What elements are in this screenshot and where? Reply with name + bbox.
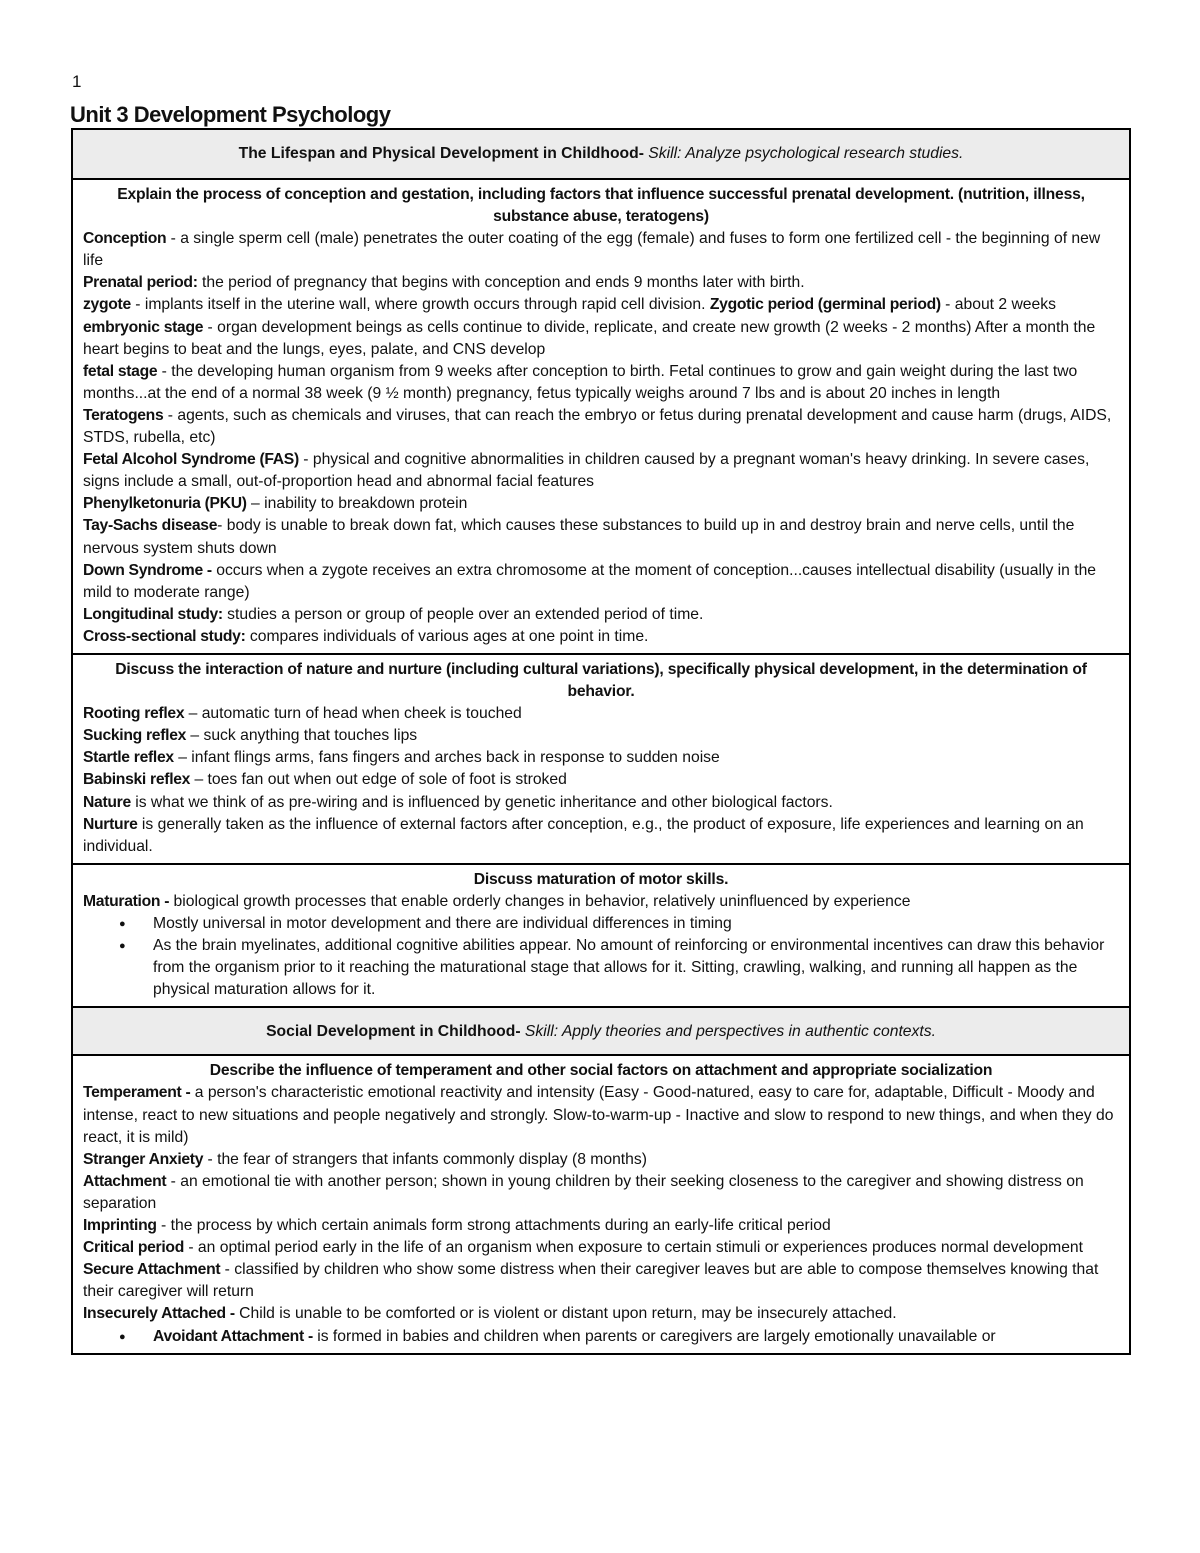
term: Nature [83,793,131,811]
definition: - physical and cognitive abnormalities in children caused by a pregnant woman's heavy drinking. In severe cases, signs include a small, out-of-proportion head and abnormal facial features [83,451,1090,491]
section-title: Discuss the interaction of nature and nurture (including cultural variations), specifically physical development, in the determination of behavior. [115,660,1087,701]
section-header-label: The Lifespan and Physical Development in Childhood- [238,145,644,162]
definition: – infant flings arms, fans fingers and arches back in response to sudden noise [173,749,720,767]
section-prenatal [73,178,1129,653]
section-header-label: Social Development in Childhood- [266,1023,521,1041]
section-temperament [73,1054,1129,1352]
definition-entry [83,228,1119,272]
term: Conception [83,230,167,248]
definition-entry [83,725,1119,747]
section-header-lifespan [73,130,1129,178]
section-title: Describe the influence of temperament and other social factors on attachment and appropriate socialization [209,1062,993,1080]
definition: Child is unable to be comforted or is violent or distant upon return, may be insecurely attached. [234,1305,897,1323]
definition: - the fear of strangers that infants commonly display (8 months) [203,1150,647,1168]
definition: - a single sperm cell (male) penetrates the outer coating of the egg (female) and fuses to form one fertilized cell - the beginning of new life [83,230,1101,270]
definition-entry [83,449,1119,493]
definition-entry [83,405,1119,449]
term: Longitudinal study: [83,605,223,623]
page-number: 1 [72,72,82,91]
term: Fetal Alcohol Syndrome (FAS) [83,451,299,469]
section-title: Discuss maturation of motor skills. [473,870,729,888]
definition-entry [83,272,1119,294]
definition: a person's characteristic emotional reactivity and intensity (Easy - Good-natured, easy to care for, adaptable, Difficult - Moody and intense, react to new situations and people negatively and strongly. Slow-to-warm-up - Inactive and slow to respond to new things, and when they do react, it is mild) [83,1084,1114,1146]
term: Avoidant Attachment - [153,1327,313,1345]
definition-entry [83,1171,1119,1215]
bullet-item: ● Mostly universal in motor development and there are individual differences in timing [153,913,1119,935]
definition: is generally taken as the influence of external factors after conception, e.g., the product of exposure, life experiences and learning on an individual. [83,815,1084,855]
section-motor-skills [73,863,1129,1007]
definition: - classified by children who show some distress when their caregiver leaves but are able to compose themselves knowing that their caregiver will return [83,1261,1099,1301]
term: Attachment [83,1172,167,1190]
study-guide-table [71,128,1131,1355]
term: Critical period [83,1239,184,1257]
definition: – inability to breakdown protein [246,495,468,513]
definition-entry [83,560,1119,604]
term: Cross-sectional study: [83,627,246,645]
definition: is what we think of as pre-wiring and is influenced by genetic inheritance and other biological factors. [130,793,833,811]
term: Sucking reflex [83,727,187,745]
definition-entry [83,703,1119,725]
term: Down Syndrome - [83,561,212,579]
term: Imprinting [83,1217,157,1235]
section-header-skill: Skill: Apply theories and perspectives in authentic contexts. [520,1023,936,1041]
term: Tay-Sachs disease [83,517,218,535]
term: fetal stage [83,362,158,380]
definition: – toes fan out when out edge of sole of foot is stroked [190,771,567,789]
term: zygote [83,296,131,314]
definition-entry [83,1082,1119,1148]
definition-entry [83,1149,1119,1171]
definition-entry [83,626,1119,648]
definition: - organ development beings as cells continue to divide, replicate, and create new growth (2 weeks - 2 months) After a month the heart begins to beat and the lungs, eyes, palate, and CNS develop [83,318,1096,358]
definition: - an emotional tie with another person; shown in young children by their seeking closeness to the caregiver and showing distress on separation [83,1172,1084,1212]
term: Phenylketonuria (PKU) [83,495,247,513]
bullet-list [83,913,1119,1001]
definition: - the developing human organism from 9 weeks after conception to birth. Fetal continues to grow and gain weight during the last two months...at the end of a normal 38 week (9 ½ month) pregnancy, fetus typically weighs around 7 lbs and is about 20 inches in length [83,362,1078,402]
term: Secure Attachment [83,1261,221,1279]
term: Maturation - [83,892,170,910]
section-header-social [73,1006,1129,1054]
definition: is formed in babies and children when parents or caregivers are largely emotionally unavailable or [312,1327,996,1345]
term: Nurture [83,815,138,833]
definition-entry [83,1259,1119,1303]
definition: occurs when a zygote receives an extra chromosome at the moment of conception...causes intellectual disability (usually in the mild to moderate range) [83,561,1097,601]
definition-entry [83,769,1119,791]
definition-entry [83,493,1119,515]
definition: biological growth processes that enable orderly changes in behavior, relatively uninfluenced by experience [169,892,911,910]
definition: the period of pregnancy that begins with conception and ends 9 months later with birth. [197,274,805,292]
definition: – suck anything that touches lips [186,727,418,745]
definition: - body is unable to break down fat, which causes these substances to build up in and destroy brain and nerve cells, until the nervous system shuts down [83,517,1075,557]
section-header-skill: Skill: Analyze psychological research studies. [643,145,964,162]
definition-entry [83,604,1119,626]
definition-entry [83,1237,1119,1259]
term: Prenatal period: [83,274,198,292]
definition: - about 2 weeks [940,296,1056,314]
bullet-list [83,1326,1119,1348]
term: Insecurely Attached - [83,1305,235,1323]
definition-entry [83,792,1119,814]
definition-entry [83,317,1119,361]
bullet-item [153,1326,1119,1348]
definition-entry [83,891,1119,913]
definition: - the process by which certain animals form strong attachments during an early-life critical period [156,1217,831,1235]
term: embryonic stage [83,318,204,336]
definition: - an optimal period early in the life of an organism when exposure to certain stimuli or experiences produces normal development [183,1239,1083,1257]
definition-entry [83,747,1119,769]
definition-entry [83,1215,1119,1237]
definition: - implants itself in the uterine wall, where growth occurs through rapid cell division. [130,296,710,314]
term: Babinski reflex [83,771,191,789]
section-nature-nurture [73,653,1129,863]
term: Teratogens [83,406,164,424]
definition-entry [83,515,1119,559]
page-title: Unit 3 Development Psychology [70,102,391,127]
term: Stranger Anxiety [83,1150,204,1168]
term: Rooting reflex [83,705,185,723]
section-title: Explain the process of conception and gestation, including factors that influence successful prenatal development. (nutrition, illness, substance abuse, teratogens) [117,186,1085,226]
definition-entry [83,361,1119,405]
term: Startle reflex [83,749,174,767]
definition: studies a person or group of people over an extended period of time. [222,605,704,623]
definition: compares individuals of various ages at one point in time. [245,627,649,645]
definition-entry [83,294,1119,316]
definition: – automatic turn of head when cheek is touched [184,705,522,723]
definition-entry [83,814,1119,858]
term: Zygotic period (germinal period) [709,296,941,314]
term: Temperament - [83,1084,191,1102]
bullet-item: ● As the brain myelinates, additional cognitive abilities appear. No amount of reinforcing or environmental incentives can draw this behavior from the organism prior to it reaching the maturational stage that allows for it. Sitting, crawling, walking, and running all happen as the physical maturation allows for it. [153,935,1119,1001]
definition-entry [83,1303,1119,1325]
definition: - agents, such as chemicals and viruses, that can reach the embryo or fetus during prenatal development and cause harm (drugs, AIDS, STDS, rubella, etc) [83,406,1112,447]
